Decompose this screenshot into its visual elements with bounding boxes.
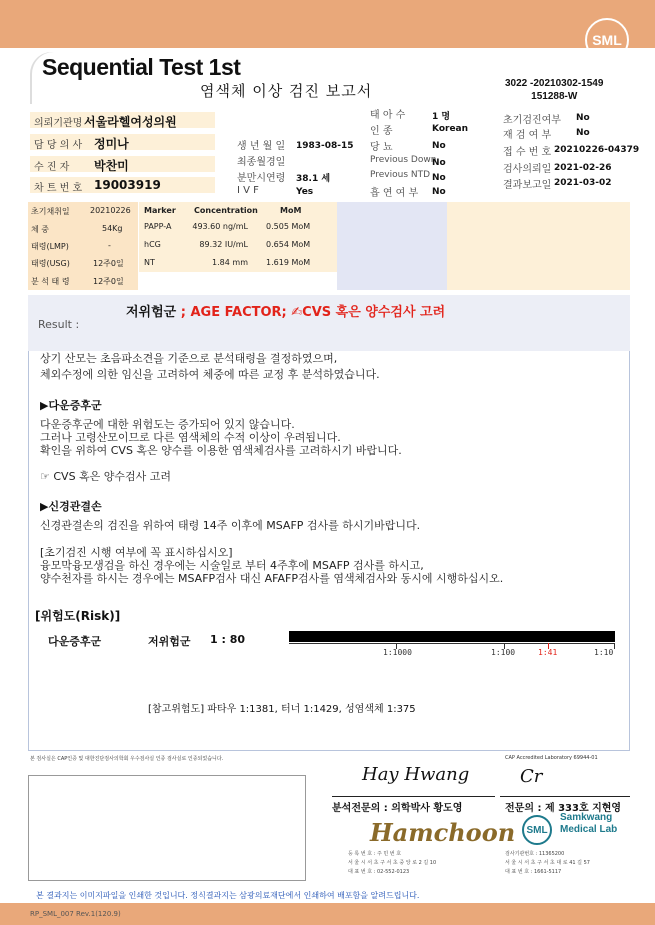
- risk-bar: [289, 631, 615, 642]
- marker-mom: 0.654 MoM: [266, 240, 311, 249]
- sml-logo: SML: [585, 18, 629, 62]
- report-subtitle: 염색체 이상 검진 보고서: [200, 82, 373, 100]
- ga-lmp-label: 태령(LMP): [31, 242, 69, 251]
- cap-accredited: CAP Accredited Laboratory 69944-01: [505, 755, 598, 761]
- race-value: Korean: [432, 124, 469, 134]
- report-date-value: 2021-03-02: [554, 178, 612, 188]
- age-value: 38.1 세: [296, 174, 331, 184]
- chart-row: 차 트 번 호: [30, 177, 215, 193]
- reference-risk: [참고위험도] 파타우 1:1381, 터너 1:1429, 성염색체 1:375: [148, 704, 416, 715]
- cvs-note: ☞ CVS 혹은 양수검사 고려: [40, 470, 172, 483]
- ga-analysis-label: 분 석 태 령: [31, 277, 70, 286]
- smoking-value: No: [432, 187, 446, 197]
- risk-tick-label: 1:100: [491, 648, 516, 657]
- signature-line-2: [500, 796, 630, 797]
- smoking-label: 흡 연 여 부: [370, 188, 419, 199]
- risk-ratio: 1 : 80: [210, 633, 246, 646]
- prev-down-value: No: [432, 158, 446, 168]
- institution-row: 의뢰기관명: [30, 112, 215, 128]
- weight-value: 54Kg: [102, 224, 123, 233]
- collect-value: 20210226: [90, 206, 131, 215]
- result-summary: 저위험군 ; AGE FACTOR; ✍CVS 혹은 양수검사 고려: [126, 305, 446, 320]
- examinee-value: 박찬미: [94, 159, 129, 173]
- report-title: Sequential Test 1st: [42, 54, 241, 80]
- note-line3: 양수천자를 하시는 경우에는 MSAFP검사 대신 AFAFP검사를 염색체검사와 동시에 시행하십시오.: [40, 572, 504, 585]
- marker-name: hCG: [144, 240, 161, 249]
- markers-panel: [28, 202, 630, 290]
- retest-value: No: [576, 128, 590, 138]
- risk-tick: [614, 643, 615, 649]
- fetus-label: 태 아 수: [370, 110, 406, 121]
- doctor-value: 정미나: [94, 137, 129, 151]
- extra-block-2: [447, 202, 630, 290]
- chart-value: 19003919: [94, 178, 161, 192]
- mom-header: MoM: [280, 206, 302, 215]
- down-heading: ▶다운증후군: [40, 399, 102, 412]
- para1-line1: 상기 산모는 초음파소견을 기준으로 분석태령을 결정하였으며,: [40, 352, 338, 365]
- document-code: RP_SML_007 Rev.1(120.9): [30, 910, 121, 918]
- lmp-label: 최종월경일: [237, 157, 286, 168]
- ntd-line1: 신경관결손의 검진을 위하여 태령 14주 이후에 MSAFP 검사를 하시기바랍니다.: [40, 519, 421, 532]
- note-line1: [초기검진 시행 여부에 꼭 표시하십시오]: [40, 546, 233, 559]
- retest-label: 재 검 여 부: [503, 130, 552, 141]
- stamp-info-1: 등 록 번 호 : 주 민 번 호 서 울 시 서 초 구 서 초 중 앙 로 2 길 10 대 표 번 호 : 02-552-0123: [348, 851, 437, 875]
- race-label: 인 종: [370, 126, 393, 137]
- marker-mom: 0.505 MoM: [266, 222, 311, 231]
- marker-conc: 493.60 ng/mL: [192, 222, 248, 231]
- ntd-heading: ▶신경관결손: [40, 500, 102, 513]
- para1-line2: 체외수정에 의한 임신을 고려하여 체중에 따른 교정 후 분석하였습니다.: [40, 368, 380, 381]
- marker-name: PAPP-A: [144, 222, 172, 231]
- ga-usg-value: 12주0일: [93, 259, 124, 268]
- ivf-value: Yes: [296, 187, 314, 197]
- down-line1: 다운증후군에 대한 위험도는 증가되어 있지 않습니다.: [40, 418, 295, 431]
- signer-1-label: 분석전문의 : 의학박사 황도영: [332, 803, 463, 814]
- cap-note: 본 검사실은 CAP인증 및 대한진단검사의학회 우수검사실 인증 검사실로 인증되었습니다.: [30, 756, 224, 762]
- birth-value: 1983-08-15: [296, 141, 354, 151]
- prev-ntd-value: No: [432, 173, 446, 183]
- ga-usg-label: 태령(USG): [31, 259, 70, 268]
- first-test-label: 초기검진여부: [503, 115, 561, 126]
- examinee-row: 수 진 자: [30, 156, 215, 172]
- fetus-value: 1 명: [432, 112, 451, 122]
- comment-box: [28, 775, 306, 881]
- first-test-value: No: [576, 113, 590, 123]
- doctor-row: 담 당 의 사: [30, 134, 215, 150]
- request-date-value: 2021-02-26: [554, 163, 612, 173]
- ivf-label: I V F: [237, 185, 259, 196]
- birth-label: 생 년 월 일: [237, 141, 286, 152]
- diabetes-value: No: [432, 141, 446, 151]
- marker-header: Marker: [144, 206, 176, 215]
- concentration-header: Concentration: [194, 206, 258, 215]
- weight-label: 체 중: [31, 225, 49, 234]
- risk-tick-label: 1:1000: [383, 648, 412, 657]
- receipt-value: 20210226-04379: [554, 145, 640, 155]
- signature-2: Cr: [520, 766, 543, 787]
- institution-value: 서울라헬여성의원: [84, 115, 177, 129]
- marker-name: NT: [144, 258, 155, 267]
- hamchoon-logo: Hamchoon: [370, 818, 516, 847]
- report-date-label: 결과보고일: [503, 180, 552, 191]
- risk-axis: [289, 643, 615, 644]
- print-notice: 본 결과지는 이미지파일을 인쇄한 것입니다. 정식결과지는 삼광의료재단에서 인쇄하여 배포함을 알려드립니다.: [36, 891, 420, 900]
- risk-title: [위험도(Risk)]: [35, 609, 121, 623]
- down-line3: 확인을 위하여 CVS 혹은 양수를 이용한 염색체검사를 고려하시기 바랍니다.: [40, 444, 402, 457]
- report-number: 3022 -20210302-1549 151288-W: [505, 78, 604, 102]
- signature-1: Hay Hwang: [362, 764, 470, 785]
- marker-mom: 1.619 MoM: [266, 258, 311, 267]
- risk-level: 저위험군: [148, 635, 191, 648]
- receipt-label: 접 수 번 호: [503, 147, 552, 158]
- signer-2-label: 전문의 : 제 333호 지현영: [505, 803, 622, 814]
- marker-conc: 1.84 mm: [212, 258, 248, 267]
- lab-info: 검사기관번호 : 11365200 서 울 시 서 초 구 서 초 대 로 41 길 57 대 표 번 호 : 1661-5117: [505, 851, 590, 875]
- note-line2: 융모막융모생검을 하신 경우에는 시술일로 부터 4주후에 MSAFP 검사를 하시고,: [40, 559, 424, 572]
- prev-down-label: Previous Down: [370, 155, 437, 165]
- down-line2: 그러나 고령산모이므로 다른 염색체의 수적 이상이 우려됩니다.: [40, 431, 341, 444]
- diabetes-label: 당 뇨: [370, 142, 393, 153]
- top-banner: [0, 0, 655, 48]
- risk-cutoff-label: 1:41: [538, 648, 558, 657]
- ga-lmp-value: -: [108, 241, 111, 250]
- ga-analysis-value: 12주0일: [93, 277, 124, 286]
- risk-tick-label: 1:10: [594, 648, 614, 657]
- request-date-label: 검사의뢰일: [503, 164, 552, 175]
- signature-line-1: [332, 796, 495, 797]
- risk-condition: 다운증후군: [48, 635, 102, 648]
- collect-label: 초기채취일: [31, 207, 70, 216]
- extra-block-1: [337, 202, 447, 290]
- marker-conc: 89.32 IU/mL: [199, 240, 248, 249]
- result-label: Result :: [38, 318, 80, 331]
- prev-ntd-label: Previous NTD: [370, 170, 431, 180]
- age-label: 분만시연령: [237, 173, 286, 184]
